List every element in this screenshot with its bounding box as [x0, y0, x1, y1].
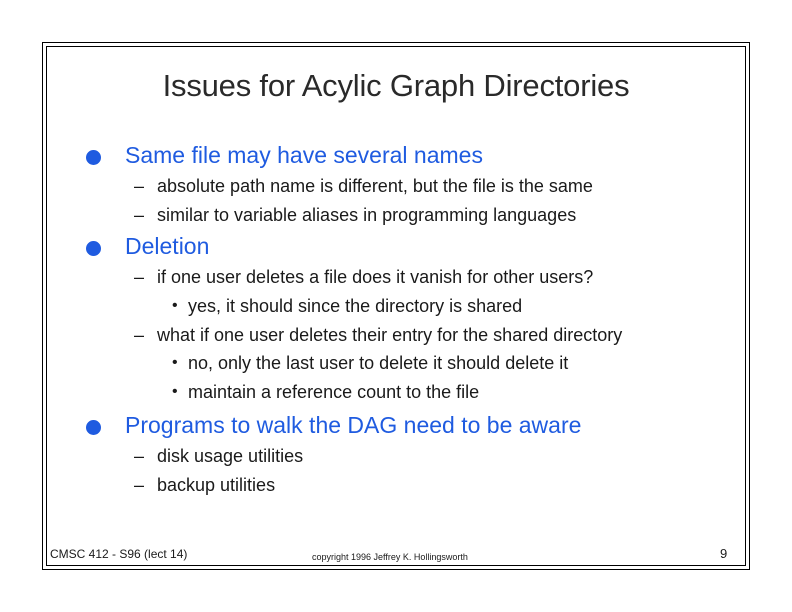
footer-copyright: copyright 1996 Jeffrey K. Hollingsworth	[312, 552, 468, 562]
dot-icon: •	[172, 354, 178, 371]
sub-point: absolute path name is different, but the file is the same	[157, 176, 593, 196]
dash-icon: –	[134, 267, 145, 287]
sub-point: disk usage utilities	[157, 446, 304, 466]
bullet-dot-icon	[86, 420, 101, 435]
sub-point: what if one user deletes their entry for the shared directory	[157, 325, 623, 345]
sub-sub-point: maintain a reference count to the file	[188, 382, 480, 402]
sub-point: backup utilities	[157, 475, 276, 495]
dash-icon: –	[134, 325, 145, 345]
dot-icon: •	[172, 297, 178, 314]
bullet-dot-icon	[86, 241, 101, 256]
dash-icon: –	[134, 176, 145, 196]
dot-icon: •	[172, 383, 178, 400]
sub-point: if one user deletes a file does it vanish for other users?	[157, 267, 594, 287]
dash-icon: –	[134, 205, 145, 225]
dash-icon: –	[134, 475, 145, 495]
sub-sub-point: yes, it should since the directory is shared	[188, 296, 523, 316]
sub-sub-point: no, only the last user to delete it should delete it	[188, 353, 569, 373]
footer-course: CMSC 412 - S96 (lect 14)	[50, 547, 188, 561]
bullet-heading: Programs to walk the DAG need to be aware	[125, 412, 582, 438]
sub-point: similar to variable aliases in programming languages	[157, 205, 577, 225]
page-number: 9	[720, 546, 728, 561]
bullet-dot-icon	[86, 150, 101, 165]
bullet-heading: Deletion	[125, 233, 210, 259]
bullet-heading: Same file may have several names	[125, 142, 483, 168]
dash-icon: –	[134, 446, 145, 466]
slide-title: Issues for Acylic Graph Directories	[162, 68, 630, 103]
